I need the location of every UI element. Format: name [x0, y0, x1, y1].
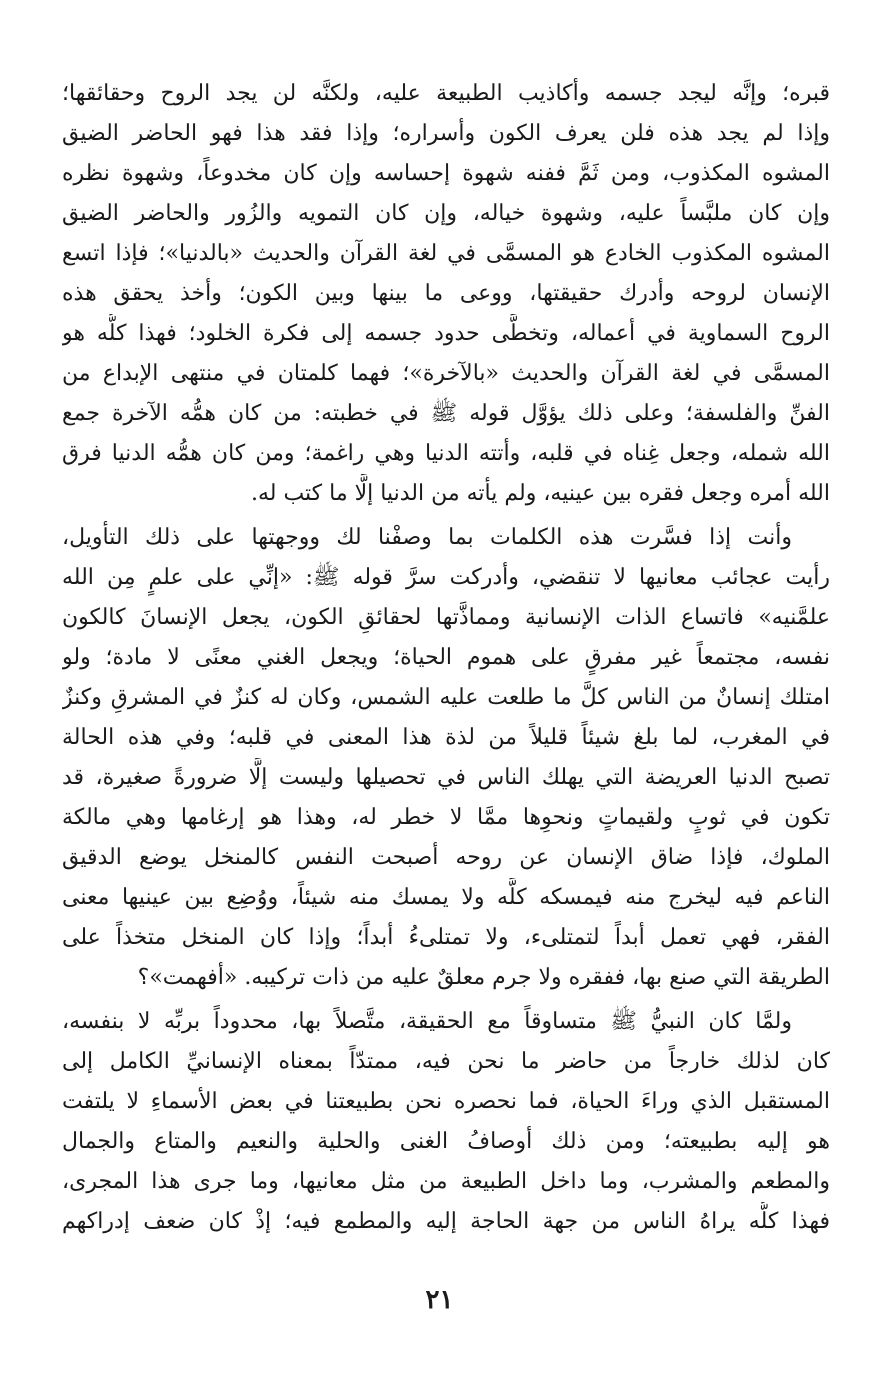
body-text	[62, 74, 830, 1242]
text-line: المشوه المكذوب الخادع هو المسمَّى في لغة القرآن والحديث «بالدنيا»؛ فإذا اتسع	[62, 241, 830, 266]
text-line: فهذا كلُّه يراهُ الناس من جهة الحاجة إليه والمطمع فيه؛ إذْ كان ضعف إدراكهم	[62, 1209, 830, 1234]
text-line: الملوك، فإذا ضاق الإنسان عن روحه أصبحت النفس كالمنخل يوضع الدقيق	[62, 845, 830, 870]
text-line: امتلك إنسانٌ من الناس كلَّ ما طلعت عليه الشمس، وكان له كنزٌ في المشرقِ وكنزٌ	[62, 685, 830, 710]
text-line: الله شمله، وجعل غِناه في قلبه، وأتته الدنيا وهي راغمة؛ ومن كان همُّه الدنيا فرق	[62, 441, 830, 466]
page-number: ٢١	[425, 1285, 454, 1315]
text-line: تصبح الدنيا العريضة التي يهلك الناس في تحصيلها وليست إلَّا ضرورةً صغيرة، قد	[62, 765, 830, 790]
text-line: الفقر، فهي تعمل أبداً لتمتلىء، ولا تمتلىءُ أبداً؛ وإذا كان المنخل متخذاً على	[62, 925, 830, 950]
text-line: كان لذلك خارجاً من حاضر ما نحن فيه، ممتدّاً بمعناه الإنسانيِّ الكامل إلى	[62, 1049, 830, 1074]
text-line: نفسه، مجتمعاً غير مفرقٍ على هموم الحياة؛ ويجعل الغني معنًى لا مادة؛ ولو	[62, 645, 830, 670]
text-line: الفنِّ والفلسفة؛ وعلى ذلك يؤوَّل قوله ﷺ في خطبته: من كان همُّه الآخرة جمع	[62, 401, 830, 426]
text-line: المشوه المكذوب، ومن ثَمَّ ففنه شهوة إحساسه وإن كان مخدوعاً، وشهوة نظره	[62, 161, 830, 186]
text-line: علمَّنيه» فاتساع الذات الإنسانية ومماذَّتها لحقائقِ الكون، يجعل الإنسانَ كالكون	[62, 605, 830, 630]
text-line: المسمَّى في لغة القرآن والحديث «بالآخرة»؛ فهما كلمتان في منتهى الإبداع من	[62, 361, 830, 386]
text-line: وإن كان ملبَّساً عليه، وشهوة خياله، وإن كان التمويه والزُور والحاضر الضيق	[62, 201, 830, 226]
text-line: وأنت إذا فسَّرت هذه الكلمات بما وصفْنا لك ووجهتها على ذلك التأويل،	[62, 525, 792, 550]
text-line: هو إليه بطبيعته؛ ومن ذلك أوصافُ الغنى والحلية والنعيم والمتاع والجمال	[62, 1129, 830, 1154]
text-line: الطريقة التي صنع بها، ففقره ولا جرم معلقٌ عليه من ذات تركيبه. «أفهمت»؟	[137, 965, 830, 990]
text-line: تكون في ثوبٍ ولقيماتٍ ونحوِها ممَّا لا خطر له، وهذا هو إرغامها وهي مالكة	[62, 805, 830, 830]
text-line: وإذا لم يجد هذه فلن يعرف الكون وأسراره؛ وإذا فقد هذا فهو الحاضر الضيق	[62, 121, 830, 146]
text-line: الله أمره وجعل فقره بين عينيه، ولم يأته من الدنيا إلَّا ما كتب له.	[250, 481, 830, 506]
paragraph-3	[62, 1002, 830, 1242]
text-line: ولمَّا كان النبيُّ ﷺ متساوقاً مع الحقيقة، متَّصلاً بها، محدوداً بربِّه لا بنفسه،	[62, 1009, 792, 1034]
text-line: الإنسان لروحه وأدرك حقيقتها، ووعى ما بينها وبين الكون؛ وأخذ يحقق هذه	[62, 281, 830, 306]
text-line: في المغرب، لما بلغ شيئاً قليلاً من لذة هذا المعنى في قلبه؛ وفي هذه الحالة	[62, 725, 830, 750]
text-line: الناعم فيه ليخرج منه فيمسكه كلَّه ولا يمسك منه شيئاً، ووُضِع بين عينيها معنى	[62, 885, 830, 910]
paragraph-1	[62, 74, 830, 514]
text-line: رأيت عجائب معانيها لا تنقضي، وأدركت سرَّ قوله ﷺ: «إنِّي على علمٍ مِن الله	[62, 565, 830, 590]
paragraph-2	[62, 518, 830, 998]
text-line: والمطعم والمشرب، وما داخل الطبيعة من مثل معانيها، وما جرى هذا المجرى،	[62, 1169, 830, 1194]
text-line: الروح السماوية في أعماله، وتخطَّى حدود جسمه إلى فكرة الخلود؛ فهذا كلُّه هو	[62, 321, 830, 346]
text-line: قبره؛ وإنَّه ليجد جسمه وأكاذيب الطبيعة عليه، ولكنَّه لن يجد الروح وحقائقها؛	[62, 81, 830, 106]
text-line: المستقبل الذي وراءَ الحياة، فما نحصره نحن بطبيعتنا في بعض الأسماءِ لا يلتفت	[62, 1089, 830, 1114]
